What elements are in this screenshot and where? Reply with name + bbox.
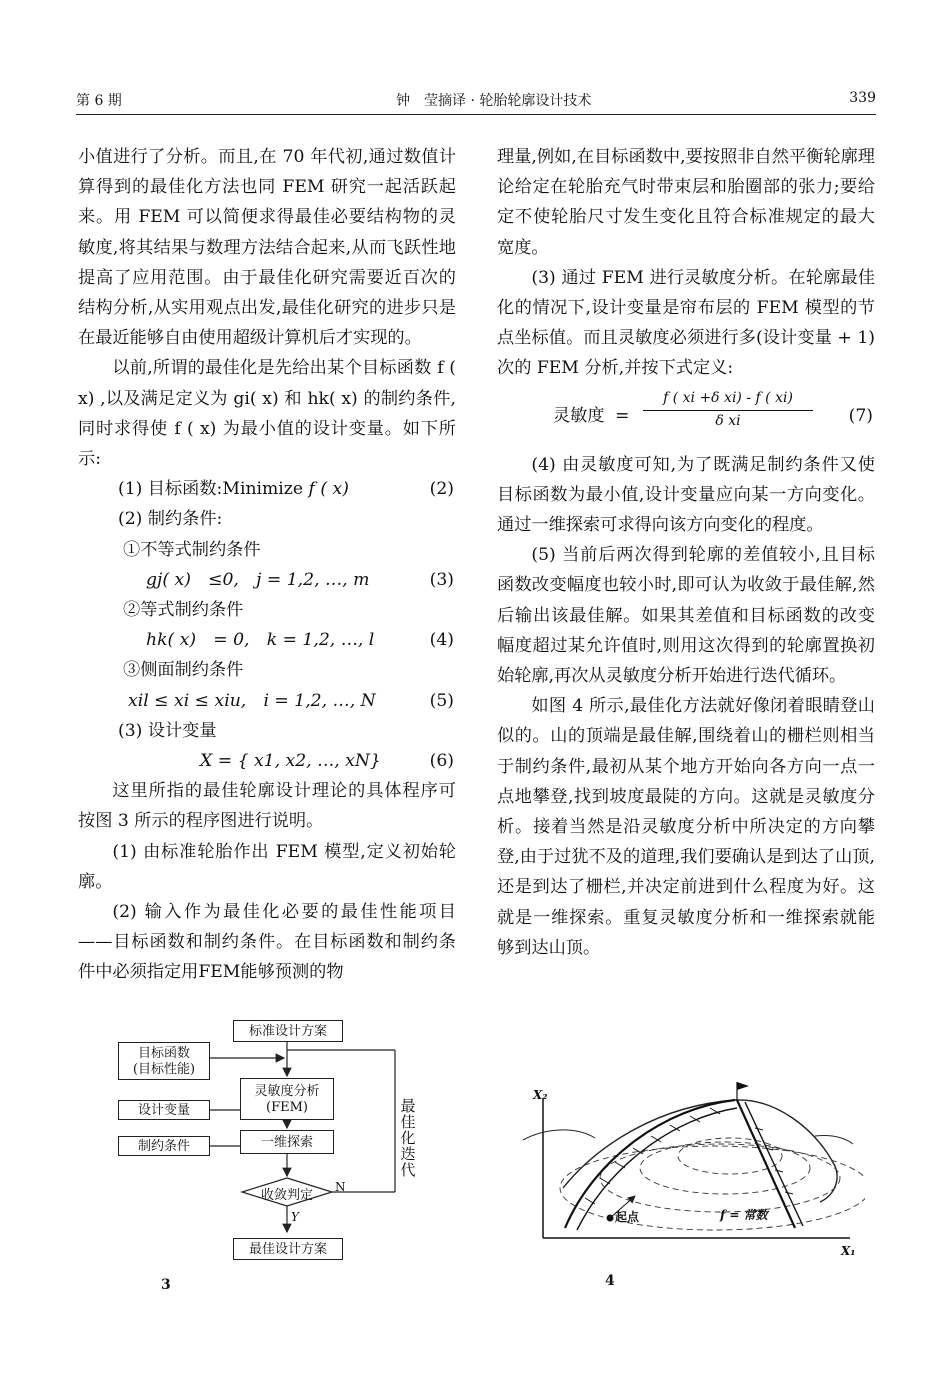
design-variable-equation: [78, 746, 456, 776]
line-search-box: 一维探索: [240, 1130, 334, 1154]
no-label: N: [335, 1180, 346, 1194]
objective-equation: [78, 474, 456, 504]
objective-label: (1) 目标函数:Minimize: [118, 479, 304, 500]
objective-expression: f ( x): [308, 479, 349, 500]
running-header: [76, 90, 876, 112]
equality-heading: ②等式制约条件: [123, 600, 244, 621]
iteration-label: 最佳化迭代: [400, 1097, 416, 1179]
equals-sign: =: [615, 405, 630, 426]
side-constraint-heading: ③侧面制约条件: [123, 660, 244, 681]
figure-3-number: 3: [161, 1277, 171, 1293]
paragraph: (3) 通过 FEM 进行灵敏度分析。在轮廓最佳化的情况下,设计变量是帘布层的 FEM 模型的节点坐标值。而且灵敏度必须进行多(设计变量 + 1) 次的 FEM 分析,并按下式定义:: [497, 267, 875, 379]
left-column: [78, 142, 456, 988]
design-variable-heading: (3) 设计变量: [118, 720, 217, 741]
optimal-design-box: 最佳设计方案: [233, 1238, 343, 1260]
converge-label: 收敛判定: [260, 1188, 313, 1203]
equation-number: (7): [848, 405, 873, 426]
constraints-box: 制约条件: [118, 1136, 210, 1156]
inequality-equation: [78, 565, 456, 595]
side-constraint-equation: [78, 686, 456, 716]
x2-axis-label: X₂: [533, 1088, 548, 1102]
paragraph: 这里所指的最佳轮廓设计理论的具体程序可按图 3 所示的程序图进行说明。: [78, 781, 456, 832]
contour-label: f = 常数: [720, 1208, 768, 1222]
figure-4-illustration: [515, 1078, 865, 1258]
start-design-box: 标准设计方案: [233, 1020, 343, 1042]
objective-box: 目标函数 (目标性能): [118, 1042, 210, 1080]
equation-number: (3): [429, 569, 454, 590]
fraction-numerator: f ( xi +δ xi) - f ( xi): [643, 388, 813, 411]
figure-4-number: 4: [605, 1273, 615, 1289]
article-title: 钟 莹摘译 · 轮胎轮廓设计技术: [396, 93, 592, 109]
equality-equation: [78, 625, 456, 655]
sensitivity-box: 灵敏度分析 (FEM): [240, 1078, 334, 1120]
x1-axis-label: X₁: [841, 1244, 856, 1258]
equation-number: (4): [429, 630, 454, 651]
paragraph: 以前,所谓的最佳化是先给出某个目标函数 f ( x) ,以及满足定义为 gi( x) 和 hk( x) 的制约条件,同时求得使 f ( x) 为最小值的设计变量。如下所示:: [78, 358, 456, 470]
side-constraint-expression: xil ≤ xi ≤ xiu, i = 1,2, …, N: [128, 690, 376, 711]
equality-expression: hk( x) = 0, k = 1,2, …, l: [146, 630, 375, 651]
paragraph: 理量,例如,在目标函数中,要按照非自然平衡轮廓理论给定在轮胎充气时带束层和胎圈部的张力;要给定不使轮胎尺寸发生变化且符合标准规定的最大宽度。: [497, 147, 875, 258]
issue-number: 第 6 期: [76, 93, 122, 109]
yes-label: Y: [291, 1210, 299, 1224]
paragraph: (2) 输入作为最佳化必要的最佳性能项目 ——目标函数和制约条件。在目标函数和制约条件中必须指定用FEM能够预测的物: [78, 902, 456, 983]
equation-number: (5): [429, 690, 454, 711]
hill-climbing-drawing: [515, 1078, 865, 1258]
sensitivity-label: 灵敏度: [553, 405, 605, 426]
constraint-heading: (2) 制约条件:: [118, 509, 223, 530]
right-column: [497, 142, 875, 963]
header-rule: [76, 114, 876, 115]
paragraph: (4) 由灵敏度可知,为了既满足制约条件又使目标函数为最小值,设计变量应向某一方向变化。通过一维探索可求得向该方向变化的程度。: [497, 454, 875, 536]
fraction-denominator: δ xi: [715, 412, 741, 429]
paragraph: 小值进行了分析。而且,在 70 年代初,通过数值计算得到的最佳化方法也同 FEM 研究一起活跃起来。用 FEM 可以简便求得最佳必要结构物的灵敏度,将其结果与数理方法结合起来,从而飞跃性地提高了应用范围。由于最佳化研究需要近百次的结构分析,从实用观点出发,最佳化研究的进步只是在最近能够自由使用超级计算机后才实现的。: [78, 147, 456, 349]
design-variables-box: 设计变量: [118, 1100, 210, 1120]
sensitivity-fraction: [643, 388, 813, 431]
paragraph: (5) 当前后两次得到轮廓的差值较小,且目标函数改变幅度也较小时,即可认为收敛于最佳解,然后输出该最佳解。如果其差值和目标函数的改变幅度超过某允许值时,则用这次得到的轮廓置换初始轮廓,再次从灵敏度分析开始进行迭代循环。: [497, 545, 875, 687]
paragraph: (1) 由标准轮胎作出 FEM 模型,定义初始轮廓。: [78, 841, 456, 892]
equation-number: (6): [429, 751, 454, 772]
inequality-expression: gj( x) ≤0, j = 1,2, …, m: [146, 569, 370, 590]
start-point-label: 起点: [615, 1210, 640, 1224]
inequality-heading: ①不等式制约条件: [123, 539, 261, 560]
design-variable-expression: X = { x1, x2, …, xN}: [200, 751, 381, 772]
paragraph: 如图 4 所示,最佳化方法就好像闭着眼睛登山似的。山的顶端是最佳解,围绕着山的栅栏则相当于制约条件,最初从某个地方开始向各方向一点一点地攀登,找到坡度最陡的方向。这就是灵敏度分析。接着当然是沿灵敏度分析中所决定的方向攀登,由于过犹不及的道理,我们要确认是到达了山顶,还是到达了栅栏,并决定前进到什么程度为好。这就是一维探索。重复灵敏度分析和一维探索就能够到达山顶。: [497, 696, 875, 958]
figure-3-flowchart: [110, 1020, 420, 1270]
page-number: 339: [849, 90, 876, 106]
equation-number: (2): [429, 479, 454, 500]
sensitivity-equation: [497, 384, 875, 450]
